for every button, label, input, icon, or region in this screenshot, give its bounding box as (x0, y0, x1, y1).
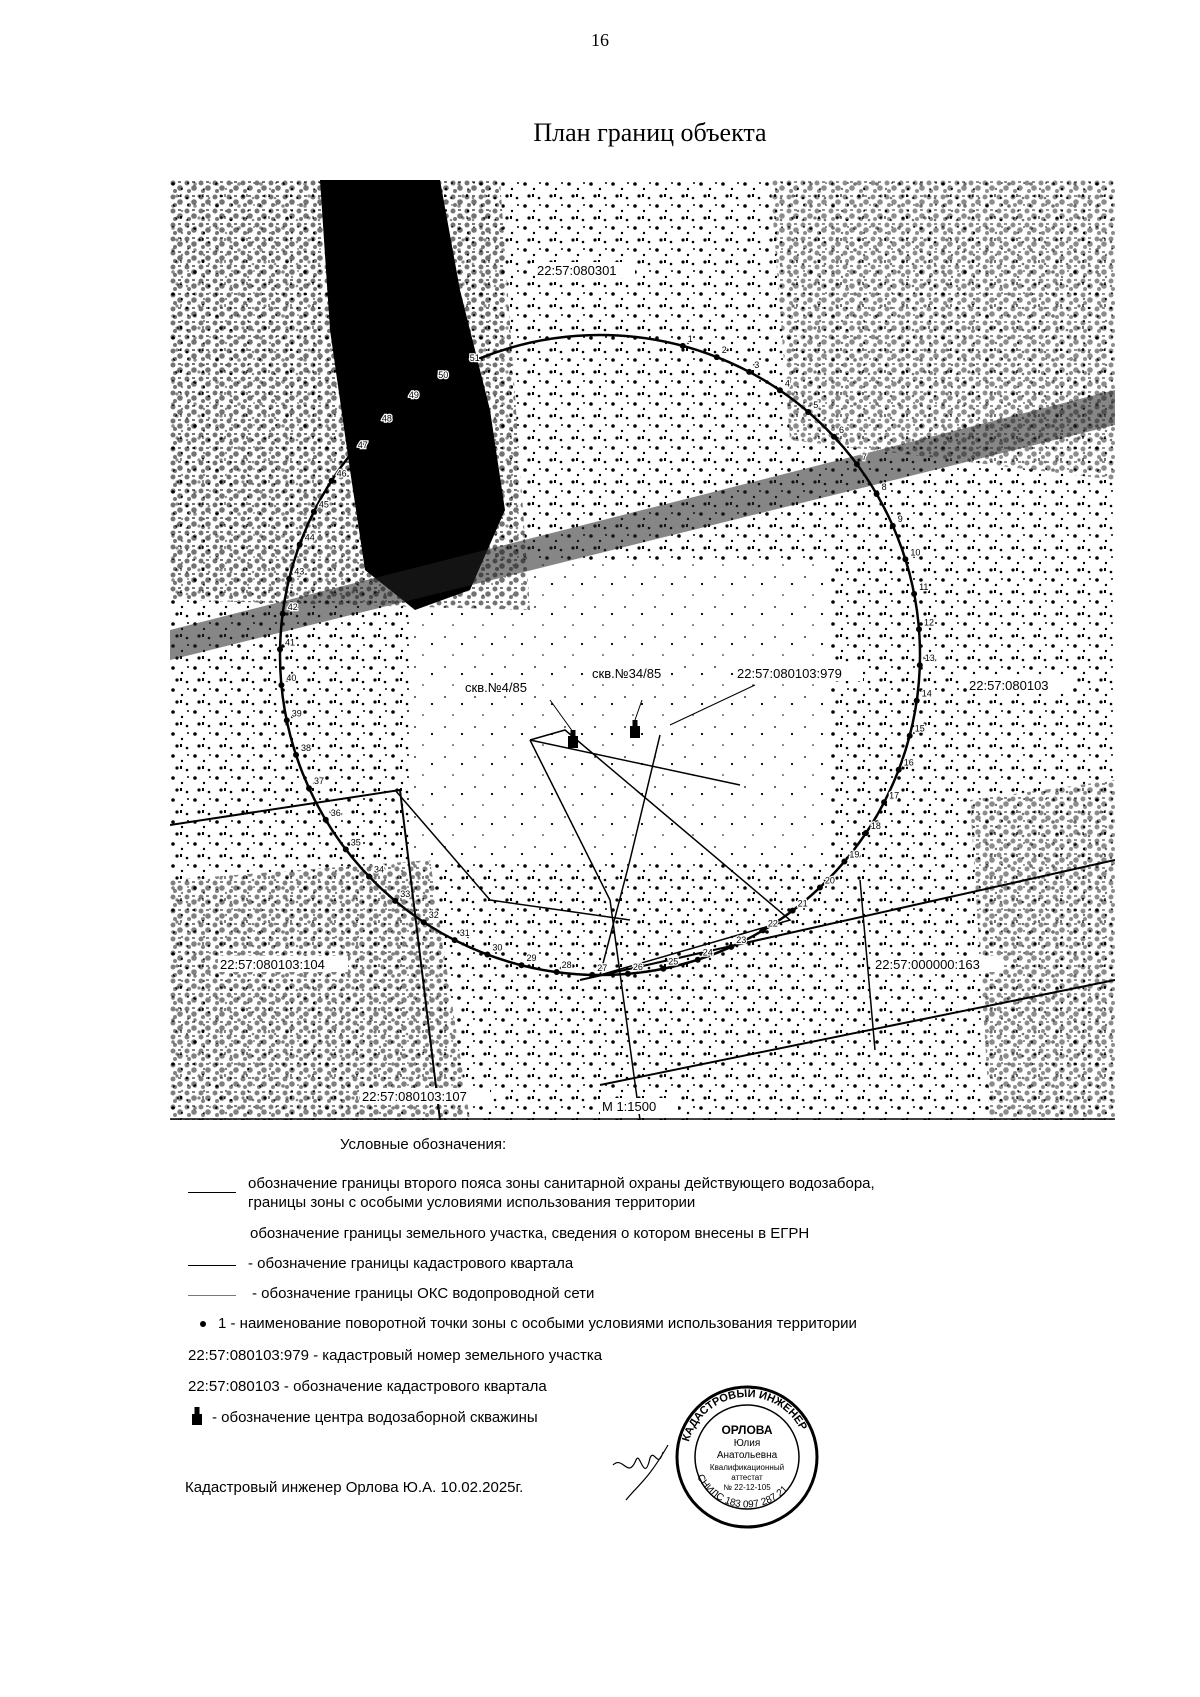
legend-cad-number (188, 1346, 602, 1365)
turning-point-marker (421, 919, 427, 925)
turning-point-marker (484, 952, 490, 958)
turning-point-label: 41 (285, 637, 296, 648)
turning-point-marker (841, 859, 847, 865)
legend-point-text: 1 - наименование поворотной точки зоны с особыми условиями использования территории (218, 1315, 857, 1332)
turning-point-marker (881, 799, 887, 805)
legend-quarter-swatch (188, 1265, 236, 1266)
turning-point-marker (863, 830, 869, 836)
legend-title: Условные обозначения: (340, 1136, 507, 1153)
legend-well-text: - обозначение центра водозаборной скважины (212, 1409, 538, 1426)
turning-point-label: 15 (914, 723, 925, 734)
turning-point-label: 2 (721, 345, 727, 356)
legend-zone-swatch (188, 1192, 236, 1193)
turning-point-marker (311, 509, 317, 515)
turning-point-marker (831, 434, 837, 440)
label-quarter-east: 22:57:080103 (969, 678, 1049, 693)
map-view[interactable] (170, 180, 1115, 1120)
turning-point-label: 24 (702, 947, 713, 958)
turning-point-marker (277, 646, 283, 652)
legend-quarter-text: - обозначение границы кадастрового квартала (248, 1255, 574, 1272)
legend-water-swatch (188, 1295, 236, 1296)
turning-point-marker (874, 491, 880, 497)
turning-point-marker (854, 461, 860, 467)
turning-point-label: 26 (632, 961, 643, 972)
turning-point-marker (329, 478, 335, 484)
turning-point-label: 10 (910, 547, 921, 558)
stamp-name-1: ОРЛОВА (721, 1423, 773, 1437)
turning-point-label: 30 (492, 942, 503, 953)
stamp-outer-bottom: СНИЛС 183 097 287 21 (694, 1472, 791, 1511)
turning-point-label: 46 (336, 468, 347, 479)
buildings-southeast (970, 780, 1115, 1120)
turning-point-marker (917, 662, 923, 668)
turning-point-marker (695, 957, 701, 963)
turning-point-label: 40 (286, 673, 297, 684)
label-parcel-west: 22:57:080103:104 (220, 957, 325, 972)
turning-point-label: 3 (754, 359, 760, 370)
label-parcel-south: 22:57:080103:107 (362, 1089, 467, 1104)
turning-point-marker (902, 556, 908, 562)
turning-point-label: 27 (597, 962, 608, 973)
turning-point-marker (914, 698, 920, 704)
turning-point-marker (817, 885, 823, 891)
legend-point (188, 1314, 857, 1333)
legend-cad-quarter (188, 1377, 547, 1396)
turning-point-marker (728, 944, 734, 950)
turning-point-label: 51 (469, 353, 480, 363)
turning-point-marker (462, 362, 468, 368)
turning-point-marker (430, 379, 436, 385)
turning-point-label: 9 (897, 513, 903, 524)
legend-water (188, 1284, 594, 1303)
page-title: План границ объекта (533, 118, 767, 147)
turning-point-marker (554, 969, 560, 975)
legend-water-text: - обозначение границы ОКС водопроводной сети (252, 1285, 595, 1302)
legend-cad-quarter-text: 22:57:080103 - обозначение кадастрового квартала (188, 1378, 547, 1395)
turning-point-label: 20 (824, 875, 835, 886)
legend-cad-number-text: 22:57:080103:979 - кадастровый номер земельного участка (188, 1347, 603, 1364)
turning-point-marker (519, 962, 525, 968)
turning-point-marker (284, 717, 290, 723)
turning-point-label: 19 (849, 849, 860, 860)
turning-point-label: 34 (374, 864, 385, 875)
legend-point-marker (200, 1321, 206, 1327)
turning-point-marker (760, 927, 766, 933)
turning-point-marker (777, 387, 783, 393)
legend-zone-text-1: обозначение границы второго пояса зоны санитарной охраны действующего водозабора, (248, 1175, 875, 1192)
turning-point-marker (366, 874, 372, 880)
turning-point-label: 7 (861, 452, 867, 463)
turning-point-marker (714, 354, 720, 360)
turning-point-label: 11 (919, 581, 929, 592)
turning-point-marker (286, 576, 292, 582)
label-well-1: скв.№4/85 (465, 680, 527, 695)
turning-point-label: 47 (357, 439, 368, 450)
turning-point-label: 32 (428, 910, 439, 921)
turning-point-label: 14 (921, 688, 932, 699)
turning-point-label: 4 (784, 378, 790, 389)
turning-point-label: 25 (668, 956, 679, 967)
stamp-number: № 22-12-105 (723, 1483, 771, 1492)
turning-point-label: 5 (813, 400, 819, 410)
turning-point-label: 1 (687, 333, 693, 344)
turning-point-marker (805, 409, 811, 415)
turning-point-label: 28 (561, 960, 572, 970)
label-well-2: скв.№34/85 (592, 666, 662, 681)
turning-point-label: 29 (526, 953, 537, 964)
stamp-name-2: Юлия (733, 1438, 761, 1449)
turning-point-marker (452, 937, 458, 943)
turning-point-marker (890, 523, 896, 529)
turning-point-marker (907, 733, 913, 739)
turning-point-label: 36 (330, 807, 341, 818)
turning-point-label: 23 (736, 934, 747, 945)
label-quarter-north: 22:57:080301 (537, 263, 617, 278)
engineer-signature-line: Кадастровый инженер Орлова Ю.А. 10.02.2025г. (185, 1479, 524, 1496)
legend-parcel-text: обозначение границы земельного участка, сведения о котором внесены в ЕГРН (250, 1225, 810, 1242)
turning-point-label: 13 (924, 653, 935, 664)
turning-point-marker (392, 898, 398, 904)
turning-point-label: 45 (318, 499, 329, 510)
label-parcel-road: 22:57:000000:163 (875, 957, 980, 972)
turning-point-marker (790, 908, 796, 914)
well-icon (190, 1406, 204, 1426)
turning-point-label: 21 (797, 898, 808, 909)
stamp-cert-2: аттестат (731, 1473, 763, 1482)
turning-point-label: 48 (381, 413, 392, 424)
page-number: 16 (591, 30, 609, 50)
turning-point-label: 43 (294, 566, 305, 577)
turning-point-label: 39 (291, 708, 302, 719)
turning-point-label: 38 (301, 742, 312, 753)
turning-point-marker (896, 767, 902, 773)
turning-point-label: 17 (889, 790, 900, 801)
map-canvas (170, 180, 1115, 1120)
stamp-cert: Квалификационный (709, 1463, 785, 1472)
turning-point-marker (916, 626, 922, 632)
legend-quarter (188, 1254, 573, 1273)
turning-point-label: 33 (400, 888, 411, 899)
scale-label: М 1:1500 (602, 1099, 657, 1114)
turning-point-marker (680, 343, 686, 349)
turning-point-marker (293, 752, 299, 758)
turning-point-label: 18 (870, 821, 881, 831)
turning-point-marker (911, 591, 917, 597)
turning-point-label: 6 (839, 424, 845, 435)
turning-point-marker (306, 785, 312, 791)
legend-zone (188, 1174, 875, 1212)
turning-point-marker (323, 817, 329, 823)
turning-point-label: 44 (304, 532, 315, 543)
turning-point-marker (350, 449, 356, 455)
turning-point-label: 49 (408, 390, 419, 401)
turning-point-marker (401, 399, 407, 405)
turning-point-marker (625, 971, 631, 977)
turning-point-label: 37 (314, 776, 325, 787)
turning-point-marker (343, 846, 349, 852)
turning-point-marker (660, 966, 666, 972)
turning-point-marker (280, 611, 286, 617)
turning-point-marker (374, 423, 380, 429)
label-parcel-main: 22:57:080103:979 (737, 666, 842, 681)
turning-point-marker (278, 682, 284, 688)
turning-point-label: 35 (350, 837, 361, 848)
turning-point-label: 8 (881, 482, 887, 492)
handwritten-signature (608, 1440, 678, 1510)
turning-point-label: 42 (287, 601, 298, 612)
turning-point-marker (746, 369, 752, 375)
turning-point-label: 12 (924, 617, 935, 628)
turning-point-label: 16 (903, 757, 914, 768)
engineer-stamp (672, 1382, 822, 1532)
turning-point-label: 31 (459, 928, 470, 939)
turning-point-label: 50 (438, 369, 449, 380)
turning-point-label: 22 (767, 918, 778, 929)
stamp-name-3: Анатольевна (716, 1450, 778, 1461)
legend-zone-text-2: границы зоны с особыми условиями использования территории (248, 1194, 696, 1211)
legend-parcel (250, 1224, 809, 1243)
legend-well (188, 1408, 538, 1427)
stamp-outer-top: КАДАСТРОВЫЙ ИНЖЕНЕР (680, 1387, 810, 1444)
turning-point-marker (297, 542, 303, 548)
turning-point-marker (589, 972, 595, 978)
